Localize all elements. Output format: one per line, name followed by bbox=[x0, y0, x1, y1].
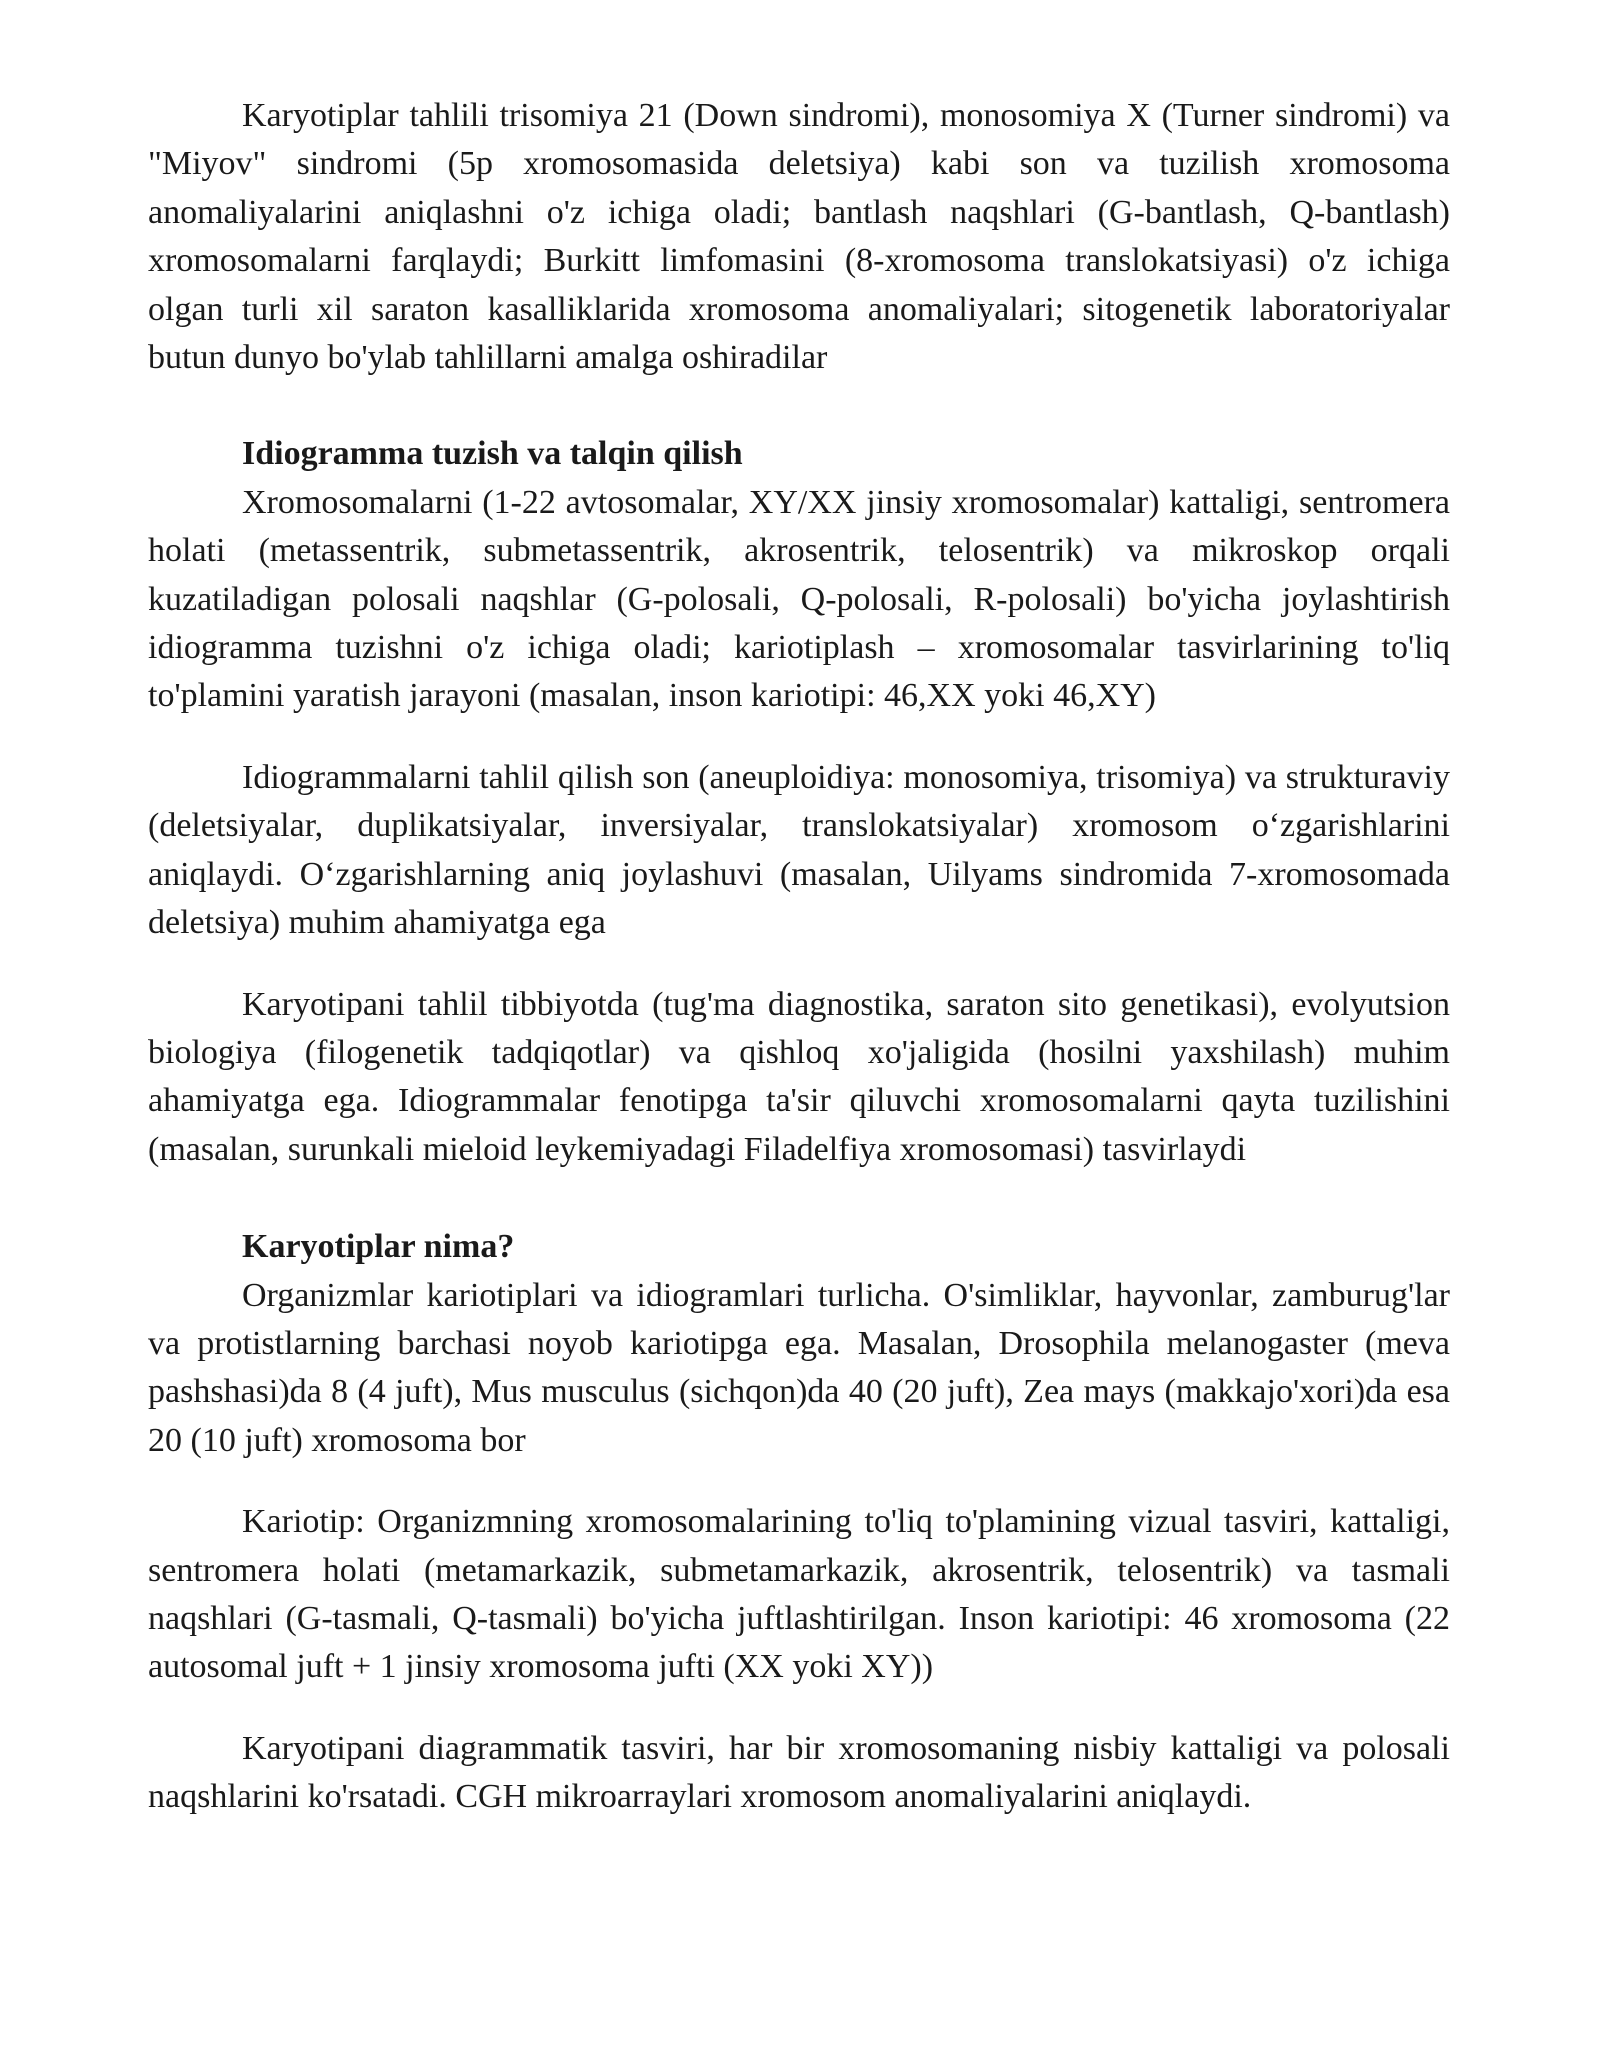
document-page bbox=[148, 92, 1450, 1822]
paragraph-karyotype-analysis: Karyotiplar tahlili trisomiya 21 (Down sindromi), monosomiya X (Turner sindromi) va "Miyov" sindromi (5p xromosomasida deletsiya) kabi son va tuzilish xromosoma anomaliyalarini aniqlashni o'z ichiga oladi; bantlash naqshlari (G-bantlash, Q-bantlash) xromosomalarni farqlaydi; Burkitt limfomasini (8-xromosoma translokatsiyasi) o'z ichiga olgan turli xil saraton kasalliklarida xromosoma anomaliyalari; sitogenetik laboratoriyalar butun dunyo bo'ylab tahlillarni amalga oshiradilar bbox=[148, 97, 1450, 377]
paragraph-karyotype-applications: Karyotipani tahlil tibbiyotda (tug'ma diagnostika, saraton sito genetikasi), evolyutsion biologiya (filogenetik tadqiqotlar) va qishloq xo'jaligida (hosilni yaxshilash) muhim ahamiyatga ega. Idiogrammalar fenotipga ta'sir qiluvchi xromosomalarni qayta tuzilishini (masalan, surunkali mieloid leykemiyadagi Filadelfiya xromosomasi) tasvirlaydi bbox=[148, 985, 1450, 1168]
paragraph-idiogram-analysis: Idiogrammalarni tahlil qilish son (aneuploidiya: monosomiya, trisomiya) va strukturaviy (deletsiyalar, duplikatsiyalar, inversiyalar, translokatsiyalar) xromosom oʻzgarishlarini aniqlaydi. Oʻzgarishlarning aniq joylashuvi (masalan, Uilyams sindromida 7-xromosomada deletsiya) muhim ahamiyatga ega bbox=[148, 758, 1450, 942]
paragraph-karyotype-definition: Kariotip: Organizmning xromosomalarining to'liq to'plamining vizual tasviri, kattaligi, sentromera holati (metamarkazik, submetamarkazik, akrosentrik, telosentrik) va tasmali naqshlari (G-tasmali, Q-tasmali) bo'yicha juftlashtirilgan. Inson kariotipi: 46 xromosoma (22 autosomal juft + 1 jinsiy xromosoma jufti (XX yoki XY)) bbox=[148, 1503, 1450, 1686]
heading-what-are-karyotypes: Karyotiplar nima? bbox=[242, 1228, 515, 1266]
paragraph-idiogram-construction: Xromosomalarni (1-22 avtosomalar, XY/XX jinsiy xromosomalar) kattaligi, sentromera holati (metassentrik, submetassentrik, akrosentrik, telosentrik) va mikroskop orqali kuzatiladigan polosali naqshlar (G-polosali, Q-polosali, R-polosali) bo'yicha joylashtirish idiogramma tuzishni o'z ichiga oladi; kariotiplash – xromosomalar tasvirlarining to'liq to'plamini yaratish jarayoni (masalan, inson kariotipi: 46,XX yoki 46,XY) bbox=[148, 483, 1450, 715]
paragraph-karyotype-diagram: Karyotipani diagrammatik tasviri, har bir xromosomaning nisbiy kattaligi va polosali naqshlarini ko'rsatadi. CGH mikroarraylari xromosom anomaliyalarini aniqlaydi. bbox=[148, 1729, 1450, 1816]
heading-idiogram: Idiogramma tuzish va talqin qilish bbox=[242, 435, 743, 473]
paragraph-organism-karyotypes: Organizmlar kariotiplari va idiogramlari turlicha. O'simliklar, hayvonlar, zamburug'lar va protistlarning barchasi noyob kariotipga ega. Masalan, Drosophila melanogaster (meva pashshasi)da 8 (4 juft), Mus musculus (sichqon)da 40 (20 juft), Zea mays (makkajo'xori)da esa 20 (10 juft) xromosoma bor bbox=[148, 1276, 1450, 1459]
